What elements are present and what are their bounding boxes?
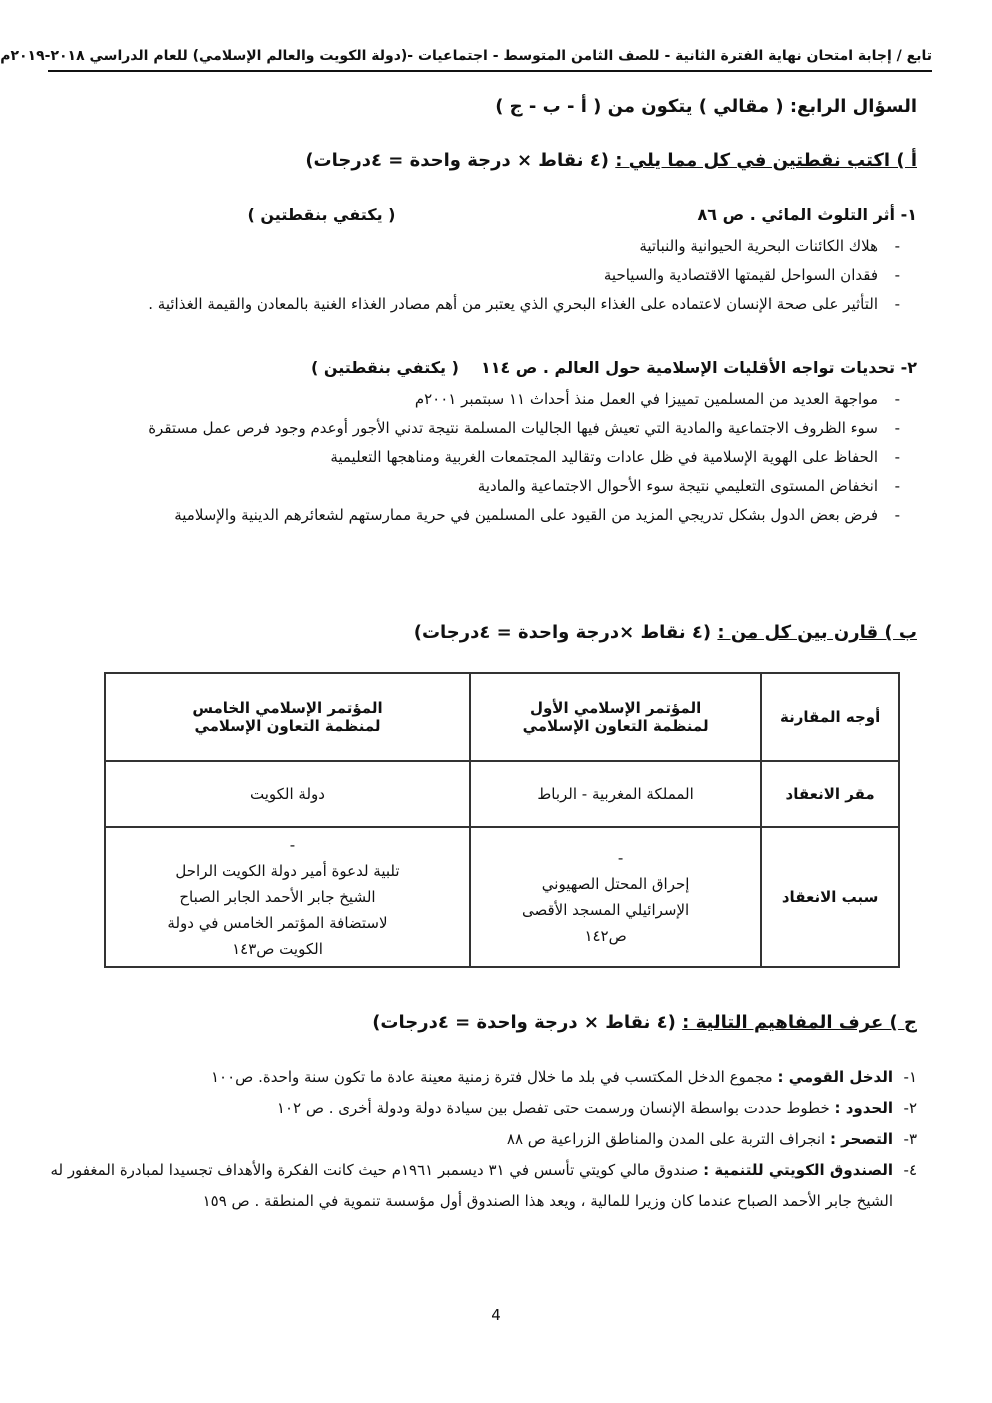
definition-term: الدخل القومي : xyxy=(777,1068,893,1086)
item-1-title: أثر التلوث المائي . ص ٨٦ xyxy=(697,205,896,224)
cell-line: الكويت ص١٤٣ xyxy=(232,940,323,958)
definition-number: ٣- xyxy=(903,1130,917,1148)
section-c-title xyxy=(372,1012,917,1033)
item-1-note: ( يكتفي بنقطتين ) xyxy=(247,205,396,224)
list-item: - انخفاض المستوى التعليمي نتيجة سوء الأحوال الاجتماعية والمادية xyxy=(48,472,900,501)
item-2-title: تحديات تواجه الأقليات الإسلامية حول العالم . ص ١١٤ xyxy=(480,358,896,377)
cell-line: تلبية لدعوة أمير دولة الكويت الراحل xyxy=(175,862,400,880)
definition-number: ١- xyxy=(903,1068,917,1086)
item-2-note: ( يكتفي بنقطتين ) xyxy=(310,358,459,377)
section-b-title xyxy=(414,622,917,643)
cell-reason-first: - إحراق المحتل الصهيوني الإسرائيلي المسجد الأقصى ص١٤٢ xyxy=(470,827,761,967)
definition-number: ٢- xyxy=(903,1099,917,1117)
definition-item xyxy=(48,1124,917,1155)
table-corner-cell: أوجه المقارنة xyxy=(761,673,899,761)
list-item: - هلاك الكائنات البحرية الحيوانية والنباتية xyxy=(100,232,900,261)
col2-header xyxy=(105,673,470,761)
cell-line: الشيخ جابر الأحمد الجابر الصباح xyxy=(179,888,376,906)
section-a-label: أ ) اكتب نقطتين في كل مما يلي : xyxy=(615,150,917,171)
cell-line: ص١٤٢ xyxy=(584,927,627,945)
list-item: - فقدان السواحل لقيمتها الاقتصادية والسياحية xyxy=(100,261,900,290)
section-a-title xyxy=(305,150,917,171)
table-row xyxy=(105,827,899,967)
row-label-venue: مقر الانعقاد xyxy=(761,761,899,827)
cell-line: الإسرائيلي المسجد الأقصى xyxy=(522,901,690,919)
item-2-heading xyxy=(310,358,917,377)
col1-header xyxy=(470,673,761,761)
section-c-label: ج ) عرف المفاهيم التالية : xyxy=(682,1012,917,1033)
item-2-number: ٢- xyxy=(900,358,917,377)
page-header: تابع / إجابة امتحان نهاية الفترة الثانية - للصف الثامن المتوسط - اجتماعيات -(دولة الكويت والعالم الإسلامي) للعام الدراسي ٢٠١٨-٢٠١٩م xyxy=(48,48,932,72)
page-number: 4 xyxy=(491,1306,501,1324)
definition-number: ٤- xyxy=(903,1161,917,1179)
definition-text: انجراف التربة على المدن والمناطق الزراعية ص ٨٨ xyxy=(506,1130,826,1148)
col1-header-line: المؤتمر الإسلامي الأول xyxy=(529,699,702,717)
definition-term: التصحر : xyxy=(829,1130,893,1148)
section-b-label: ب ) قارن بين كل من : xyxy=(717,622,917,643)
list-item: - سوء الظروف الاجتماعية والمادية التي تعيش فيها الجاليات المسلمة نتيجة تدني الأجور أوعدم وجود فرص عمل مستقرة xyxy=(48,414,900,443)
cell-venue-fifth: دولة الكويت xyxy=(105,761,470,827)
item-1-heading xyxy=(247,205,918,224)
item-1-number: ١- xyxy=(900,205,917,224)
cell-line: إحراق المحتل الصهيوني xyxy=(541,875,690,893)
section-c-points: (٤ نقاط × درجة واحدة = ٤درجات) xyxy=(372,1012,676,1033)
cell-line: لاستضافة المؤتمر الخامس في دولة xyxy=(167,914,388,932)
definitions-list xyxy=(48,1062,917,1217)
comparison-table xyxy=(104,672,900,968)
cell-venue-first: المملكة المغربية - الرباط xyxy=(470,761,761,827)
list-item: - الحفاظ على الهوية الإسلامية في ظل عادات وتقاليد المجتمعات الغربية ومناهجها التعليمية xyxy=(48,443,900,472)
col2-header-line: المؤتمر الإسلامي الخامس xyxy=(192,699,383,717)
definition-text: صندوق مالي كويتي تأسس في ٣١ ديسمبر ١٩٦١م حيث كانت الفكرة والأهداف تجسيدا لمبادرة المغفور له الشيخ جابر الأحمد الصباح عندما كان وزيرا للمالية ، ويعد هذا الصندوق أول مؤسسة تنموية في المنطقة . ص ١٥٩ xyxy=(50,1161,893,1210)
table-row xyxy=(105,761,899,827)
definition-text: مجموع الدخل المكتسب في بلد ما خلال فترة زمنية معينة عادة ما تكون سنة واحدة. ص١٠٠ xyxy=(211,1068,773,1086)
section-b-points: (٤ نقاط ×درجة واحدة = ٤درجات) xyxy=(413,622,712,643)
list-item: - مواجهة العديد من المسلمين تمييزا في العمل منذ أحداث ١١ سبتمبر ٢٠٠١م xyxy=(48,385,900,414)
list-item: - التأثير على صحة الإنسان لاعتماده على الغذاء البحري الذي يعتبر من أهم مصادر الغذاء الغنية بالمعادن والقيمة الغذائية . xyxy=(100,290,900,319)
table-header-row xyxy=(105,673,899,761)
list-item: - فرض بعض الدول بشكل تدريجي المزيد من القيود على المسلمين في حرية ممارستهم لشعائرهم الدينية والإسلامية xyxy=(48,501,900,530)
definition-term: الحدود : xyxy=(834,1099,893,1117)
item-2-bullets xyxy=(48,385,900,530)
question-title: السؤال الرابع: ( مقالي ) يتكون من ( أ - ب - ج ) xyxy=(495,96,917,117)
definition-item xyxy=(48,1155,917,1217)
section-a-points: (٤ نقاط × درجة واحدة = ٤درجات) xyxy=(305,150,609,171)
definition-term: الصندوق الكويتي للتنمية : xyxy=(703,1161,893,1179)
definition-item xyxy=(48,1062,917,1093)
col2-header-line: لمنظمة التعاون الإسلامي xyxy=(194,717,381,735)
item-1-bullets xyxy=(100,232,900,319)
col1-header-line: لمنظمة التعاون الإسلامي xyxy=(522,717,709,735)
cell-reason-fifth: - تلبية لدعوة أمير دولة الكويت الراحل الشيخ جابر الأحمد الجابر الصباح لاستضافة المؤتمر الخامس في دولة الكويت ص١٤٣ xyxy=(105,827,470,967)
definition-text: خطوط حددت بواسطة الإنسان ورسمت حتى تفصل بين سيادة دولة ودولة أخرى . ص ١٠٢ xyxy=(276,1099,830,1117)
row-label-reason: سبب الانعقاد xyxy=(761,827,899,967)
definition-item xyxy=(48,1093,917,1124)
